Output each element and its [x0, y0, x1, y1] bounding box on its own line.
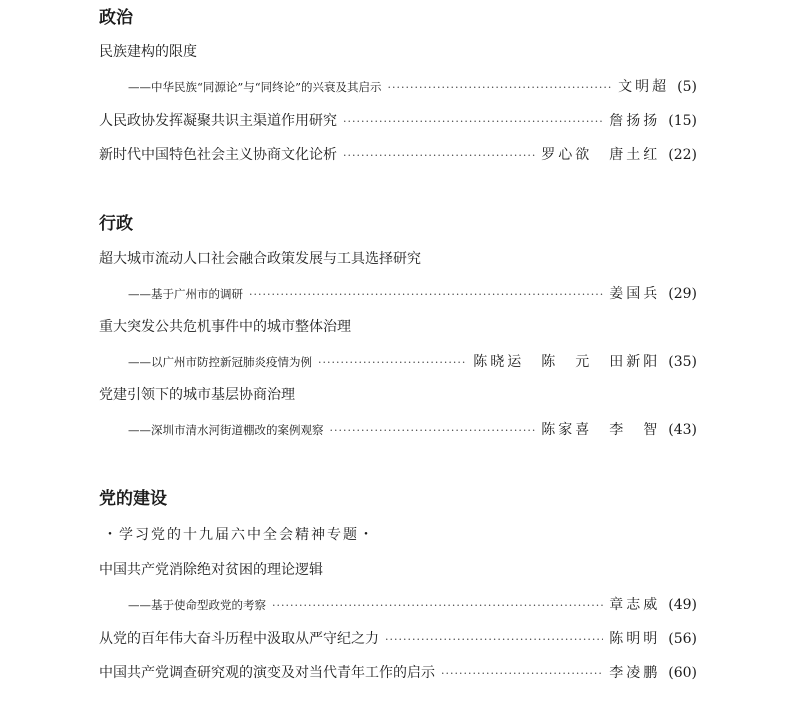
- article-author: 姜国兵: [609, 286, 661, 302]
- page-number: (5): [677, 79, 697, 95]
- article-author: 詹扬扬: [609, 113, 661, 129]
- page-number: (29): [668, 286, 697, 302]
- dot-leader: [343, 113, 603, 131]
- toc-entry[interactable]: [128, 353, 697, 371]
- article-title: 中国共产党调查研究观的演变及对当代青年工作的启示: [99, 665, 435, 681]
- dot-leader: [318, 354, 467, 372]
- toc-entry[interactable]: [99, 630, 697, 648]
- article-title: 从党的百年伟大奋斗历程中汲取从严守纪之力: [99, 631, 379, 647]
- section-heading-politics: 政治: [99, 8, 133, 28]
- toc-entry[interactable]: [99, 146, 697, 164]
- dot-leader: [330, 422, 536, 440]
- article-title: 新时代中国特色社会主义协商文化论析: [99, 147, 337, 163]
- article-author: 陈晓运 陈 元 田新阳: [473, 354, 661, 370]
- article-title[interactable]: 超大城市流动人口社会融合政策发展与工具选择研究: [99, 251, 421, 267]
- page-number: (56): [668, 631, 697, 647]
- page-number: (49): [668, 597, 697, 613]
- dot-leader: [272, 597, 603, 615]
- section-heading-party-building: 党的建设: [99, 489, 167, 509]
- page-number: (43): [668, 422, 697, 438]
- toc-entry[interactable]: [99, 664, 697, 682]
- page-number: (22): [668, 147, 697, 163]
- page-number: (60): [668, 665, 697, 681]
- toc-entry[interactable]: [128, 421, 697, 439]
- dot-leader: [388, 79, 613, 97]
- toc-entry[interactable]: [128, 285, 697, 303]
- dot-leader: [343, 147, 535, 165]
- article-title[interactable]: 中国共产党消除绝对贫困的理论逻辑: [99, 562, 323, 578]
- special-topic-heading: ・学习党的十九届六中全会精神专题・: [103, 527, 375, 543]
- article-author: 陈明明: [609, 631, 661, 647]
- article-author: 李凌鹏: [609, 665, 661, 681]
- article-title[interactable]: 重大突发公共危机事件中的城市整体治理: [99, 319, 351, 335]
- article-author: 章志威: [609, 597, 661, 613]
- dot-leader: [441, 665, 603, 683]
- article-title: 人民政协发挥凝聚共识主渠道作用研究: [99, 113, 337, 129]
- article-title[interactable]: 党建引领下的城市基层协商治理: [99, 387, 295, 403]
- article-author: 罗心欲 唐土红: [541, 147, 661, 163]
- section-heading-administration: 行政: [99, 214, 133, 234]
- article-subtitle: ——基于广州市的调研: [128, 287, 243, 301]
- toc-entry[interactable]: [99, 112, 697, 130]
- page-number: (35): [668, 354, 697, 370]
- dot-leader: [385, 631, 603, 649]
- article-author: 陈家喜 李 智: [541, 422, 661, 438]
- article-subtitle: ——基于使命型政党的考察: [128, 598, 266, 612]
- article-subtitle: ——深圳市清水河街道棚改的案例观察: [128, 423, 324, 437]
- page-number: (15): [668, 113, 697, 129]
- article-subtitle: ——以广州市防控新冠肺炎疫情为例: [128, 355, 312, 369]
- toc-entry[interactable]: [128, 78, 697, 96]
- article-subtitle: ——中华民族“同源论”与“同终论”的兴衰及其启示: [128, 80, 382, 94]
- article-title[interactable]: 民族建构的限度: [99, 44, 197, 60]
- article-author: 文明超: [618, 79, 670, 95]
- toc-entry[interactable]: [128, 596, 697, 614]
- dot-leader: [249, 286, 603, 304]
